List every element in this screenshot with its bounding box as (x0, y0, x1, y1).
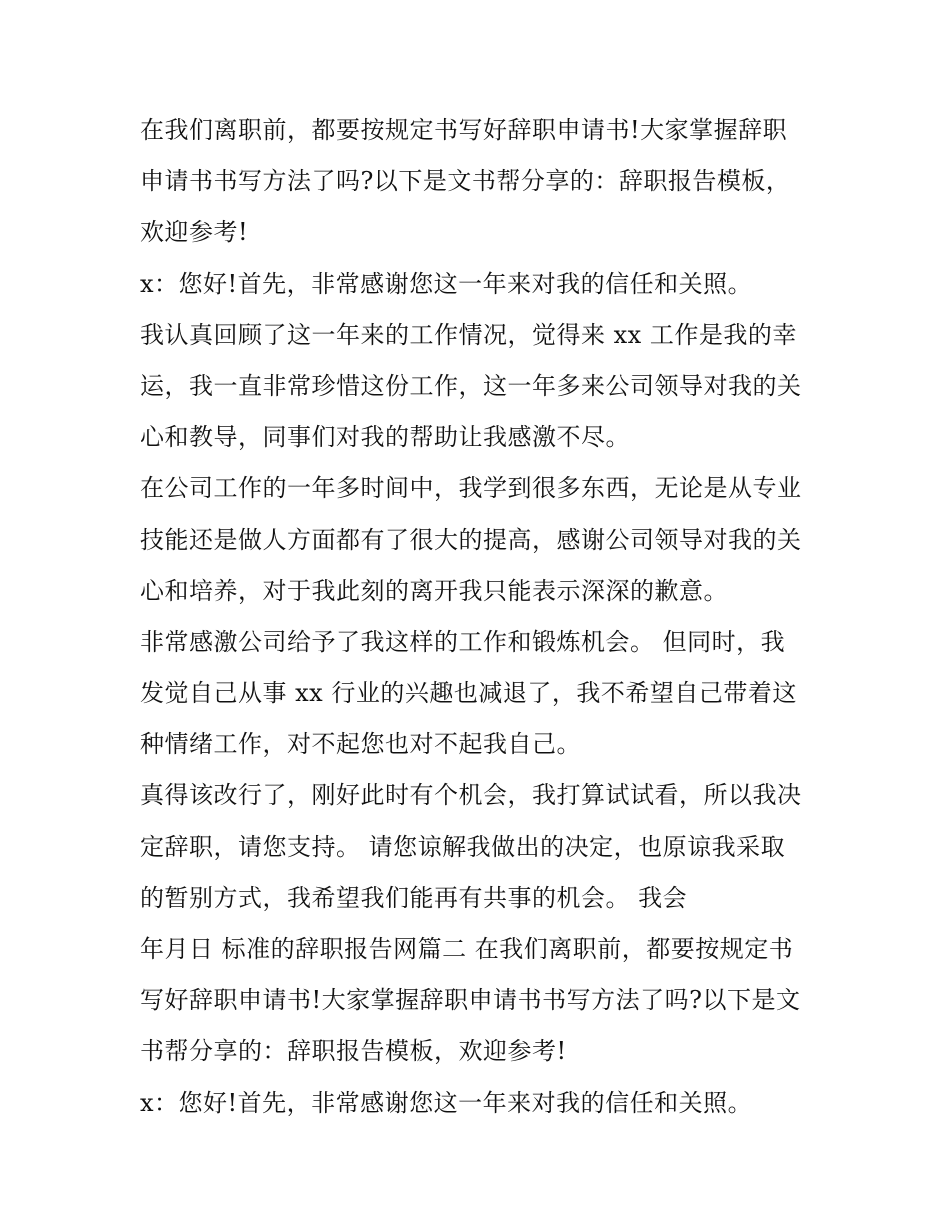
text-line: 发觉自己从事 xx 行业的兴趣也减退了，我不希望自己带着这 (140, 679, 797, 708)
text-line: 的暂别方式，我希望我们能再有共事的机会。 我会 (140, 883, 688, 912)
text-line: 写好辞职申请书!大家掌握辞职申请书书写方法了吗?以下是文 (140, 986, 801, 1015)
text-line: 定辞职，请您支持。 请您谅解我做出的决定，也原谅我采取 (140, 832, 786, 861)
text-line: 申请书书写方法了吗?以下是文书帮分享的：辞职报告模板， (140, 167, 791, 196)
text-line: 非常感激公司给予了我这样的工作和锻炼机会。 但同时，我 (140, 627, 786, 656)
text-line: 运，我一直非常珍惜这份工作，这一年多来公司领导对我的关 (140, 371, 802, 400)
text-line: 年月日 标准的辞职报告网篇二 在我们离职前，都要按规定书 (140, 935, 794, 963)
text-line: 心和培养，对于我此刻的离开我只能表示深深的歉意。 (140, 576, 728, 605)
text-line: 我认真回顾了这一年来的工作情况，觉得来 xx 工作是我的幸 (140, 320, 797, 349)
text-line: 在我们离职前，都要按规定书写好辞职申请书!大家掌握辞职 (140, 116, 788, 144)
text-line: x：您好!首先，非常感谢您这一年来对我的信任和关照。 (140, 1088, 753, 1117)
text-line: x：您好!首先，非常感谢您这一年来对我的信任和关照。 (140, 269, 753, 298)
text-line: 心和教导，同事们对我的帮助让我感激不尽。 (140, 423, 630, 452)
text-line: 在公司工作的一年多时间中，我学到很多东西，无论是从专业 (140, 474, 802, 503)
text-line: 欢迎参考! (140, 218, 249, 247)
text-line: 真得该改行了，刚好此时有个机会，我打算试试看，所以我决 (140, 781, 802, 810)
text-line: 种情绪工作，对不起您也对不起我自己。 (140, 730, 581, 759)
document-body (140, 112, 820, 1136)
text-line: 技能还是做人方面都有了很大的提高，感谢公司领导对我的关 (140, 525, 802, 554)
text-line: 书帮分享的：辞职报告模板，欢迎参考! (140, 1037, 567, 1066)
